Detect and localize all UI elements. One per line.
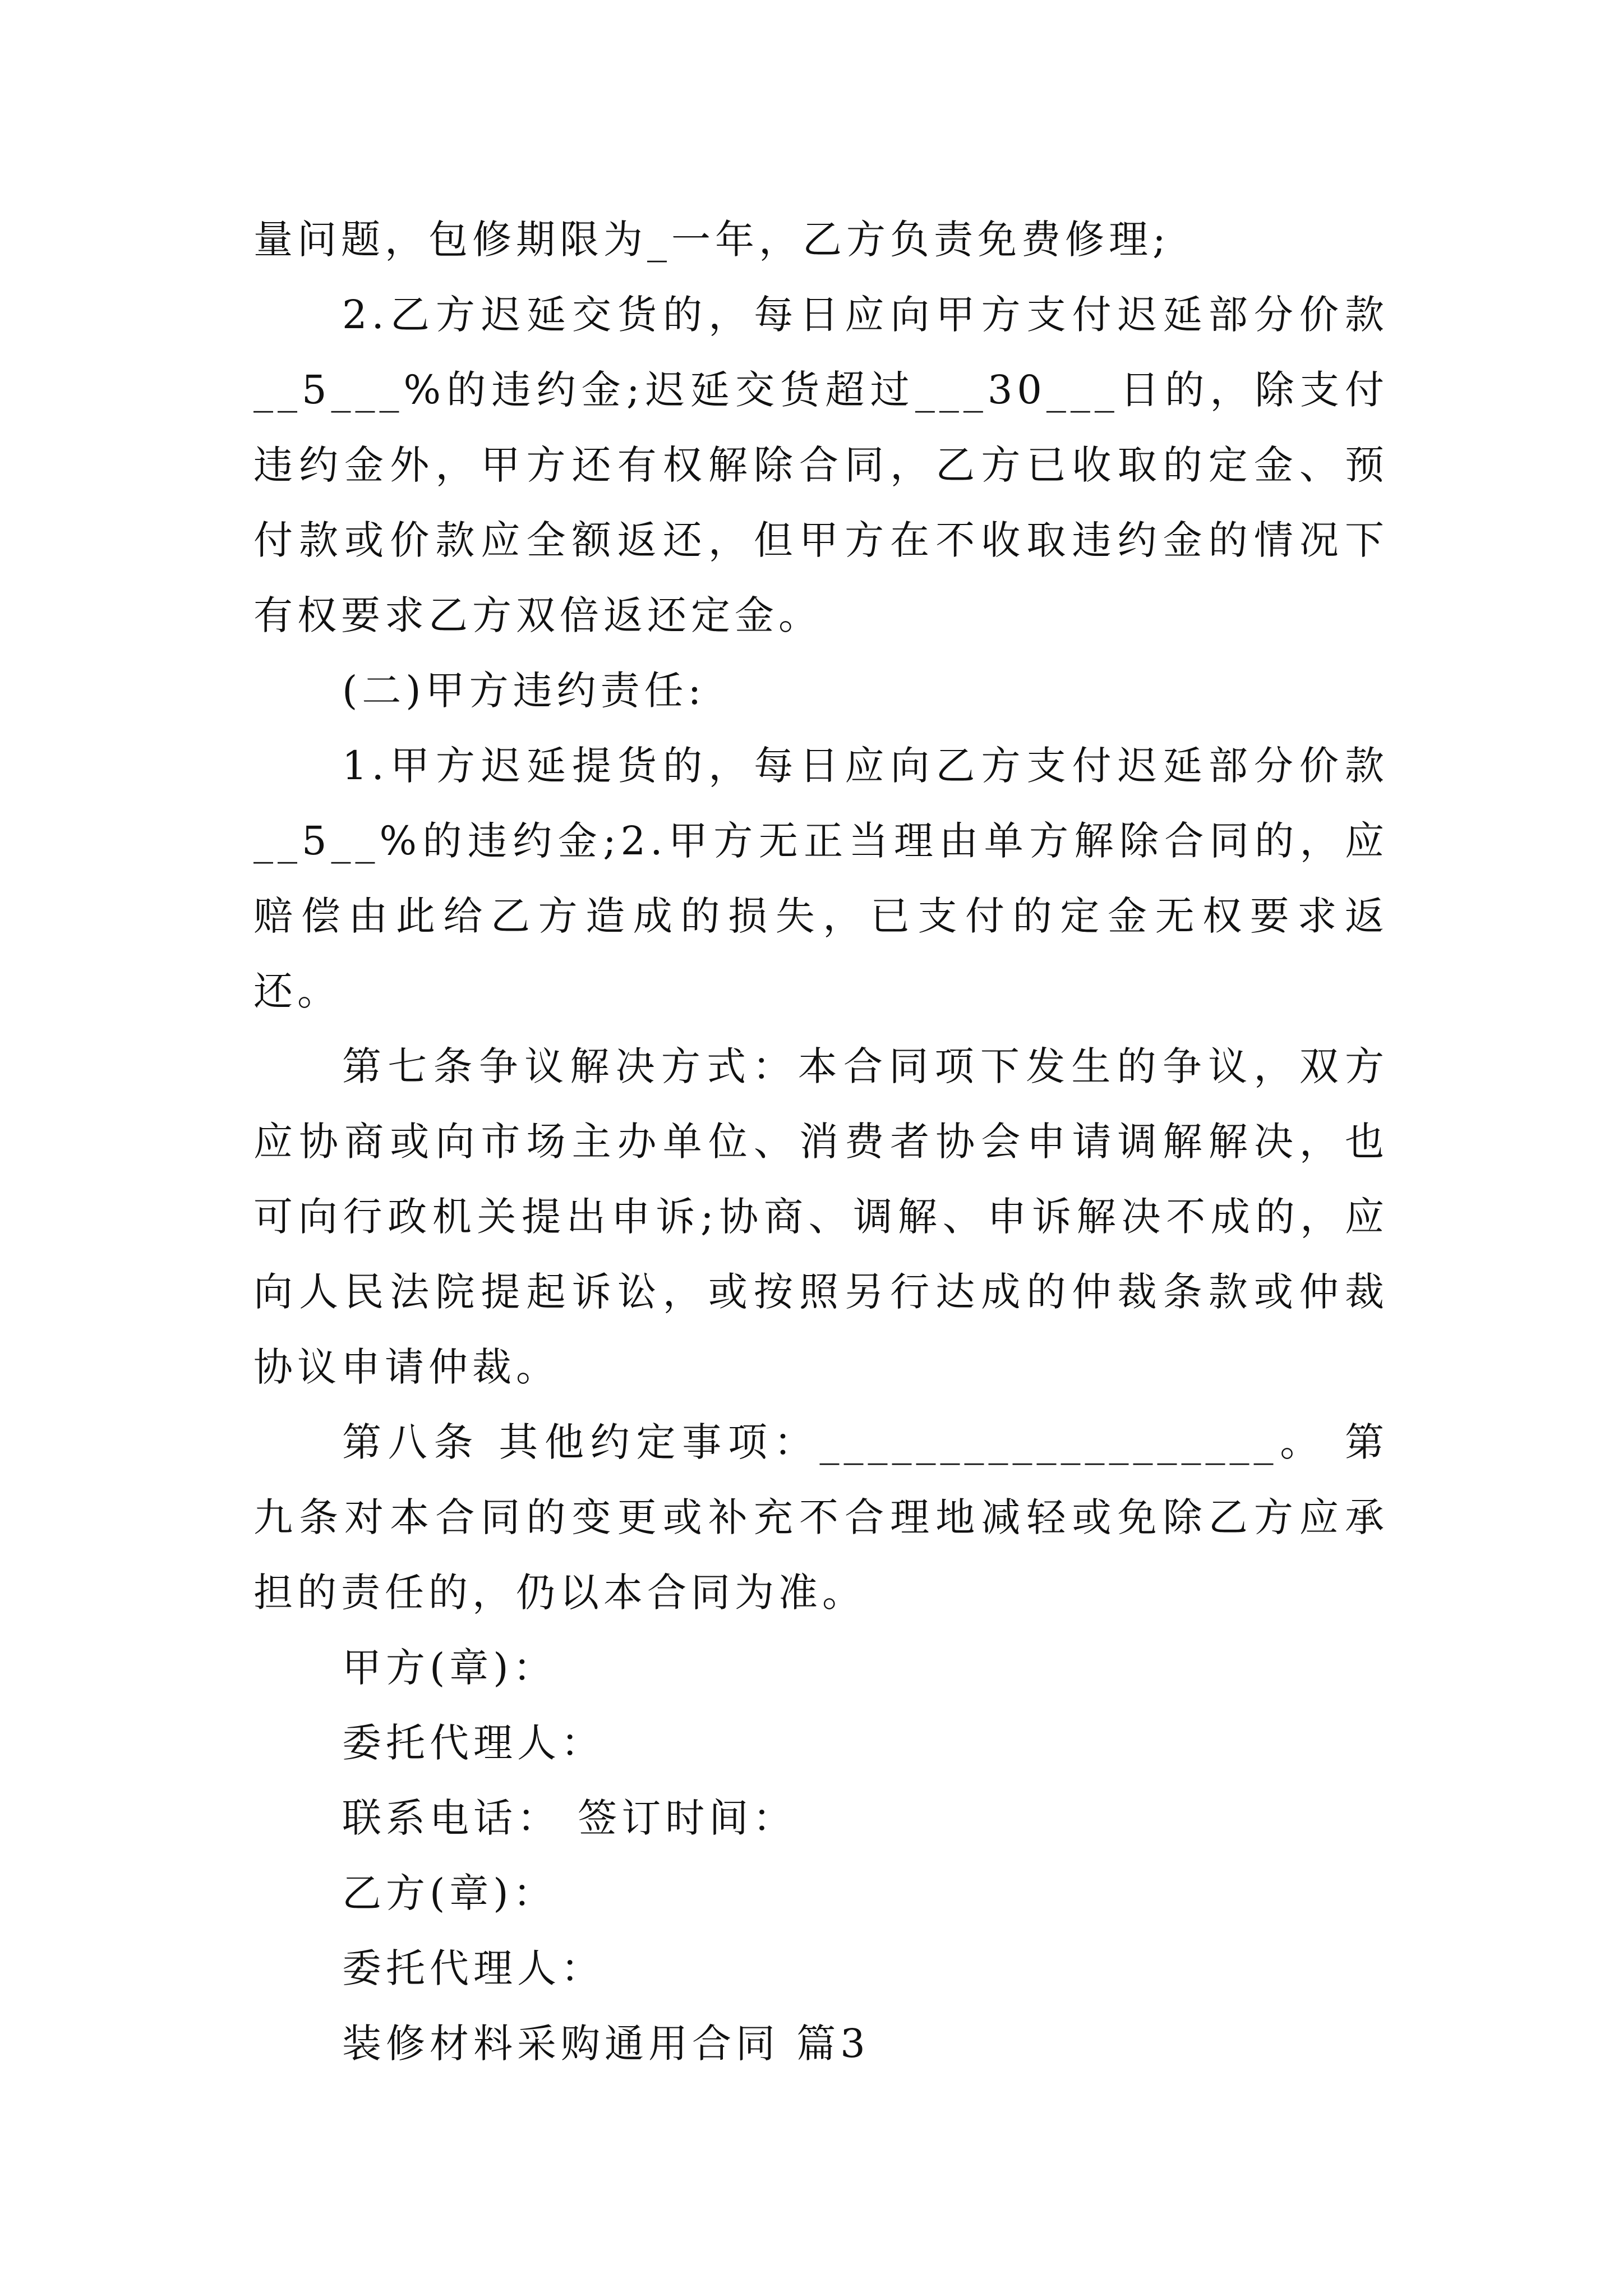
signature-party-a-agent: 委托代理人： (342, 1720, 605, 1766)
blank-field-penalty-rate: __5___ (253, 367, 404, 413)
text-segment: 2.乙方迟延交货的，每日应向甲方支付迟延部分价款 (342, 292, 1389, 338)
text-segment: %的违约金;迟延交货超过 (403, 367, 915, 413)
text-segment: 量问题，包修期限为 (253, 217, 647, 263)
blank-field-penalty-rate: __5__ (253, 818, 380, 864)
paragraph-article-8 (253, 1405, 1389, 1630)
heading-buyer-liability: (二)甲方违约责任: (342, 668, 706, 714)
paragraph-seller-delay (253, 277, 1389, 653)
document-page (253, 202, 1389, 2081)
signature-party-a-seal: 甲方(章)： (342, 1645, 557, 1691)
signature-contact-and-date: 联系电话： 签订时间： (342, 1795, 797, 1841)
blank-field: _ (647, 217, 671, 263)
paragraph-buyer-delay (253, 728, 1389, 1029)
text-segment: 1.甲方迟延提货的，每日应向乙方支付迟延部分价款 (342, 743, 1389, 789)
signature-party-b-seal: 乙方(章)： (342, 1870, 557, 1916)
text-segment: 日的，除支付违约金外，甲方还有权解除合同，乙方已收取的定金、预付款或价款应全额返还，但甲方在不收取违约金的情况下有权要求乙方双倍返还定金。 (253, 367, 1389, 638)
text-segment: 一年，乙方负责免费修理; (671, 217, 1170, 263)
signature-party-b-agent: 委托代理人： (342, 1945, 605, 1991)
blank-field-days: ___30___ (915, 367, 1119, 413)
paragraph-warranty (253, 202, 1389, 277)
blank-field-other-terms: ___________________ (819, 1419, 1278, 1465)
text-segment: 。 第九条对本合同的变更或补充不合理地减轻或免除乙方应承担的责任的，仍以本合同为准。 (253, 1419, 1389, 1616)
paragraph-article-7: 第七条争议解决方式：本合同项下发生的争议，双方应协商或向市场主办单位、消费者协会申请调解解决，也可向行政机关提出申诉;协商、调解、申诉解决不成的，应向人民法院提起诉讼，或按照另行达成的仲裁条款或仲裁协议申请仲裁。 (253, 1043, 1389, 1390)
text-segment: %的违约金;2.甲方无正当理由单方解除合同的，应赔偿由此给乙方造成的损失，已支付的定金无权要求返还。 (253, 818, 1389, 1014)
next-section-title: 装修材料采购通用合同 篇3 (342, 2021, 870, 2067)
text-segment: 第八条 其他约定事项： (342, 1419, 820, 1465)
